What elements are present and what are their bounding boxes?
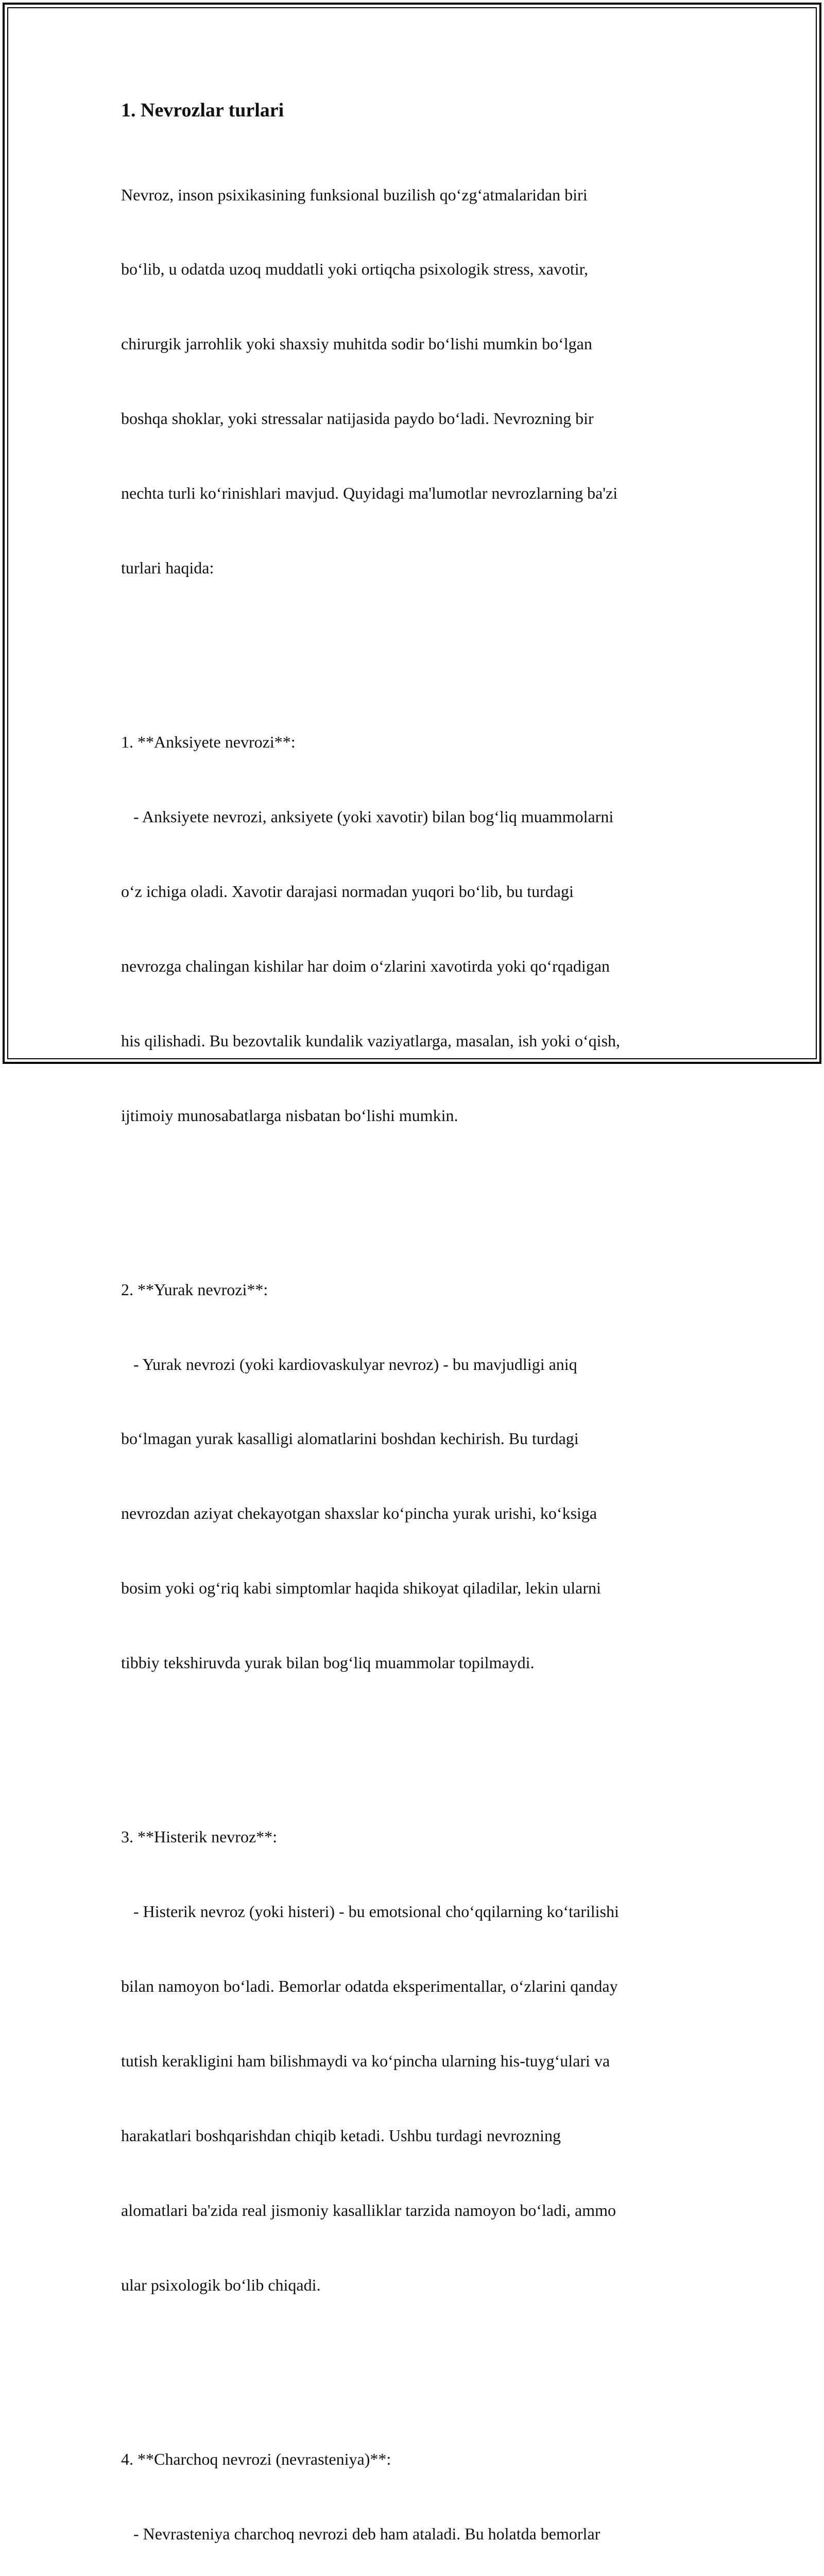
text-line: Nevroz, inson psixikasining funksional buzilish qo‘zg‘atmalaridan biri [121,185,588,204]
text-line: - Histerik nevroz (yoki histeri) - bu emotsional cho‘qqilarning ko‘tarilishi [121,1902,619,1921]
paragraph-gap [121,1177,703,1202]
text-line: nechta turli ko‘rinishlari mavjud. Quyidagi ma'lumotlar nevrozlarning ba'zi [121,484,618,503]
text-line: bo‘lib, u odatda uzoq muddatli yoki ortiqcha psixologik stress, xavotir, [121,260,589,279]
section-heading: 3. **Histerik nevroz**: [121,1827,278,1846]
text-line: nevrozdan aziyat chekayotgan shaxslar ko‘pincha yurak urishi, ko‘ksiga [121,1504,597,1523]
text-line: tibbiy tekshiruvda yurak bilan bog‘liq muammolar topilmaydi. [121,1653,535,1672]
text-line: ijtimoiy munosabatlarga nisbatan bo‘lishi mumkin. [121,1106,458,1125]
text-line: chirurgik jarrohlik yoki shaxsiy muhitda sodir bo‘lishi mumkin bo‘lgan [121,334,592,353]
text-line: boshqa shoklar, yoki stressalar natijasida paydo bo‘ladi. Nevrozning bir [121,409,594,428]
document-title: 1. Nevrozlar turlari [121,99,284,121]
text-line: bilan namoyon bo‘ladi. Bemorlar odatda eksperimentallar, o‘zlarini qanday [121,1976,618,1995]
paragraph-gap [121,2347,703,2371]
text-line: bo‘lmagan yurak kasalligi alomatlarini boshdan kechirish. Bu turdagi [121,1429,579,1448]
text-line: bosim yoki og‘riq kabi simptomlar haqida shikoyat qiladilar, lekin ularni [121,1579,601,1598]
paragraph-gap [121,630,703,655]
text-line: harakatlari boshqarishdan chiqib ketadi. Ushbu turdagi nevrozning [121,2126,561,2145]
text-line: turlari haqida: [121,558,214,578]
section-heading: 1. **Anksiyete nevrozi**: [121,733,296,752]
text-line: o‘z ichiga oladi. Xavotir darajasi normadan yuqori bo‘lib, bu turdagi [121,882,574,901]
intro-paragraph [121,132,703,2576]
text-line: nevrozga chalingan kishilar har doim o‘zlarini xavotirda yoki qo‘rqadigan [121,956,610,975]
text-line: - Nevrasteniya charchoq nevrozi deb ham ataladi. Bu holatda bemorlar [121,2524,600,2543]
text-line: - Anksiyete nevrozi, anksiyete (yoki xavotir) bilan bog‘liq muammolarni [121,807,614,826]
text-line: - Yurak nevrozi (yoki kardiovaskulyar nevroz) - bu mavjudligi aniq [121,1354,577,1374]
text-line: alomatlari ba'zida real jismoniy kasalliklar tarzida namoyon bo‘ladi, ammo [121,2200,616,2219]
paragraph-gap [121,1725,703,1750]
document-body [121,95,703,2576]
text-line: tutish kerakligini ham bilishmaydi va ko‘pincha ularning his-tuyg‘ulari va [121,2051,610,2070]
text-line: ular psixologik bo‘lib chiqadi. [121,2275,321,2294]
section-heading: 2. **Yurak nevrozi**: [121,1280,268,1299]
section-heading: 4. **Charchoq nevrozi (nevrasteniya)**: [121,2449,391,2468]
text-line: his qilishadi. Bu bezovtalik kundalik vaziyatlarga, masalan, ish yoki o‘qish, [121,1031,621,1050]
